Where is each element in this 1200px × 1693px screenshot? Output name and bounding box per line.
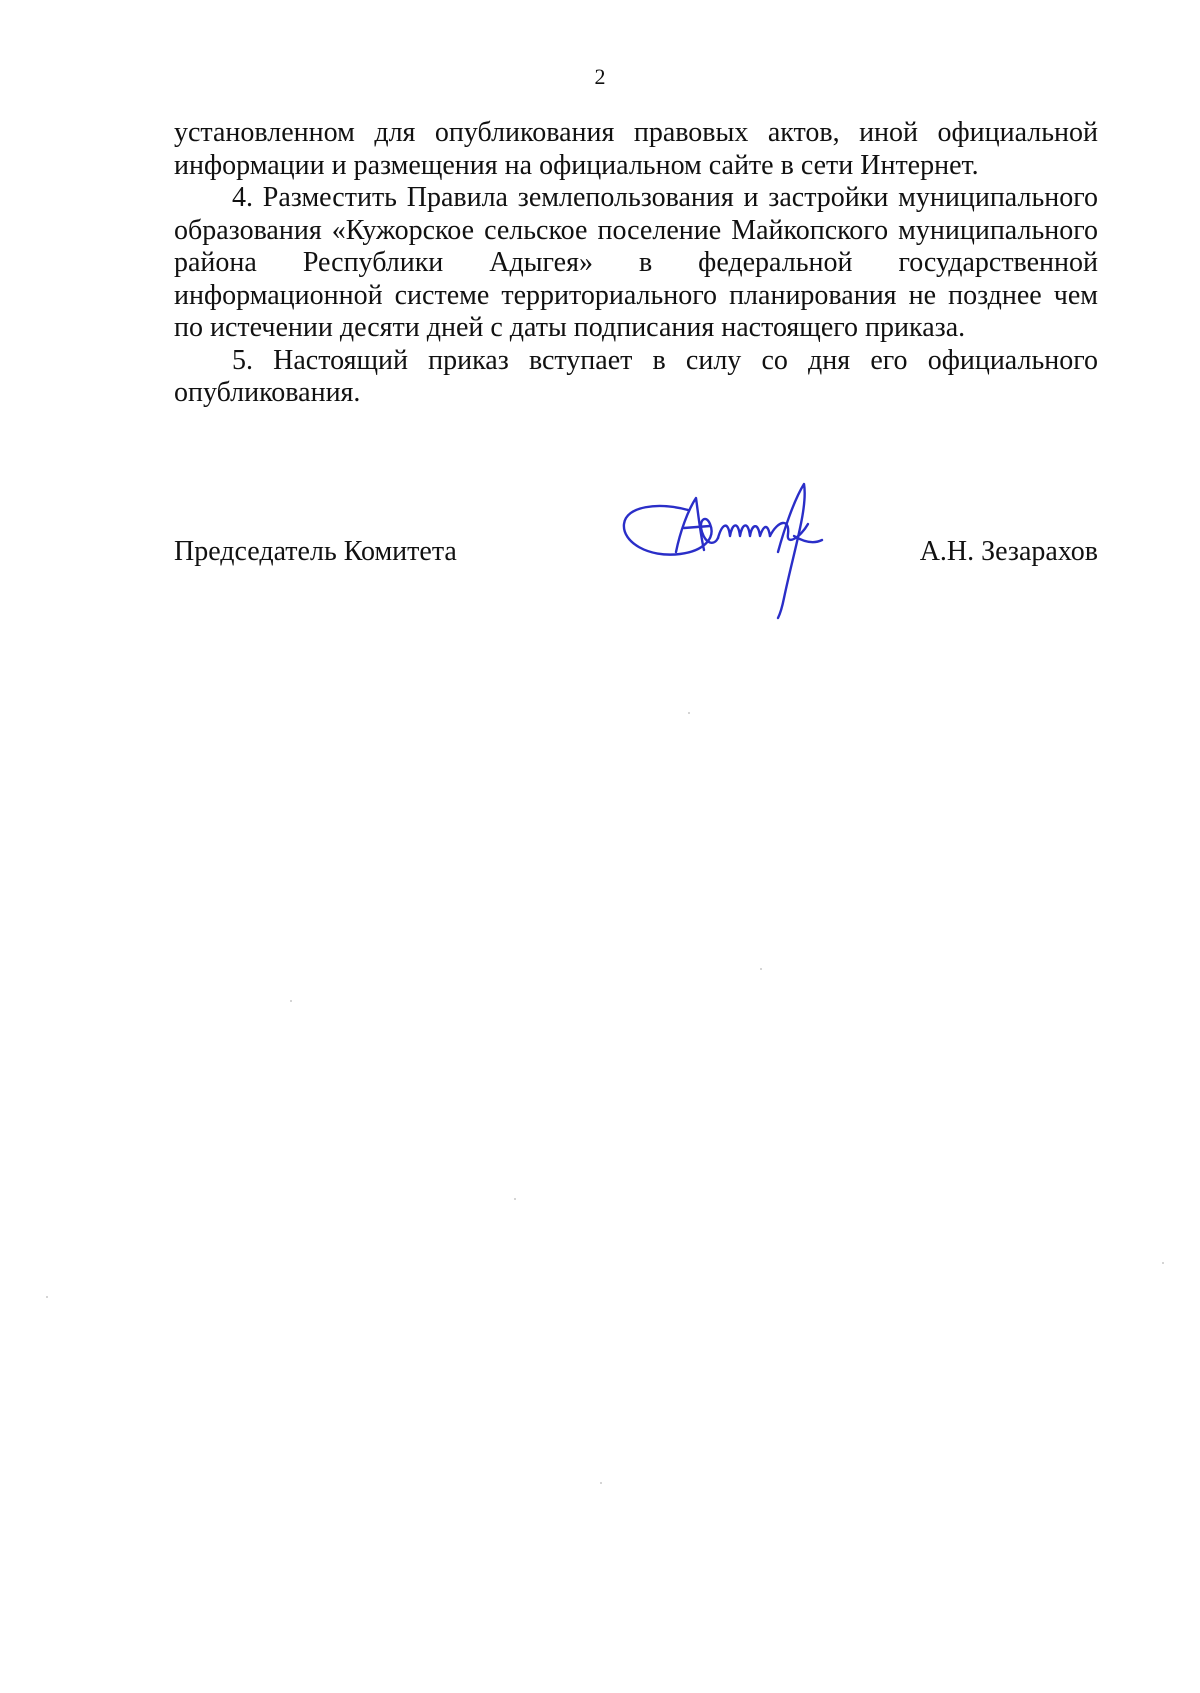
paragraph-item-5: 5. Настоящий приказ вступает в силу со дня его официального опубликования.	[174, 344, 1098, 408]
page-number: 2	[594, 64, 606, 89]
scan-speck	[688, 712, 690, 714]
signer-name: А.Н. Зезарахов	[919, 536, 1098, 567]
scan-speck	[600, 1482, 602, 1484]
scan-speck	[290, 1000, 292, 1002]
handwritten-signature	[618, 480, 838, 620]
paragraph-item-4: 4. Разместить Правила землепользования и застройки муниципального образования «Кужорское сельское поселение Майкопского муниципального района Республики Адыгея» в федеральной государственной информационной системе территориального планирования не позднее чем по истечении десяти дней с даты подписания настоящего приказа.	[174, 182, 1098, 343]
scan-speck	[760, 968, 762, 970]
scan-speck	[514, 1198, 516, 1200]
paragraph-continuation: установленном для опубликования правовых актов, иной официальной информации и размещения на официальном сайте в сети Интернет.	[174, 117, 1098, 181]
scan-speck	[46, 1296, 48, 1298]
signature-strokes	[624, 484, 822, 618]
document-body	[174, 117, 1098, 410]
scan-speck	[1162, 1262, 1164, 1264]
signer-position: Председатель Комитета	[174, 536, 457, 567]
